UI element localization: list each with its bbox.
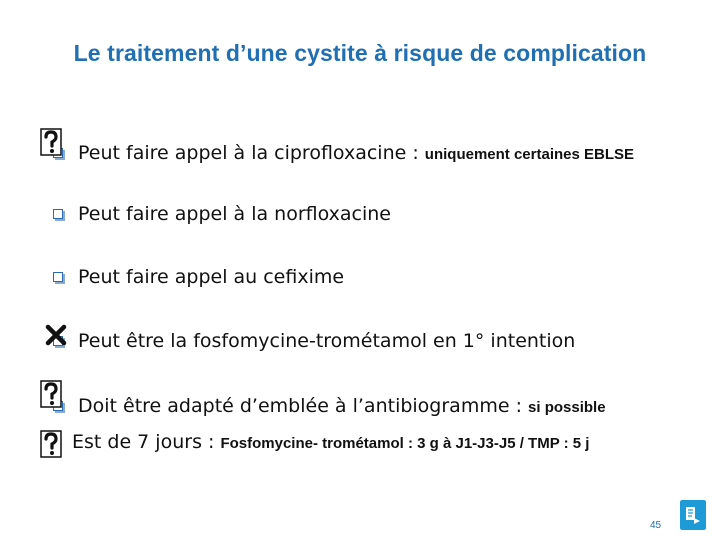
question-mark-icon (40, 430, 62, 458)
list-item (0, 425, 720, 461)
list-item (0, 197, 720, 233)
checkbox-bullet-icon (53, 272, 63, 282)
item-note: Fosfomycine- trométamol : 3 g à J1-J3-J5 / TMP : 5 j (220, 435, 590, 452)
item-note: si possible (528, 399, 606, 416)
item-text: Peut faire appel au cefixime (78, 266, 345, 288)
page-number: 45 (650, 520, 662, 531)
question-mark-icon (40, 380, 62, 408)
list-item (0, 324, 720, 360)
cross-icon (44, 323, 68, 347)
list-item (0, 389, 720, 425)
question-mark-icon (40, 128, 62, 156)
item-text: Est de 7 jours : Fosfomycine- trométamol : 3 g à J1-J3-J5 / TMP : 5 j (72, 431, 590, 453)
slide-title: Le traitement d’une cystite à risque de complication (73, 40, 647, 66)
item-text: Peut faire appel à la ciprofloxacine : uniquement certaines EBLSE (78, 142, 635, 164)
logo-icon (680, 500, 706, 530)
item-text: Peut être la fosfomycine-trométamol en 1° intention (78, 330, 576, 352)
item-text: Doit être adapté d’emblée à l’antibiogramme : si possible (78, 395, 606, 417)
list-item (0, 260, 720, 296)
item-text: Peut faire appel à la norfloxacine (78, 203, 391, 225)
list-item (0, 136, 720, 172)
item-note: uniquement certaines EBLSE (424, 146, 635, 163)
checkbox-bullet-icon (53, 209, 63, 219)
